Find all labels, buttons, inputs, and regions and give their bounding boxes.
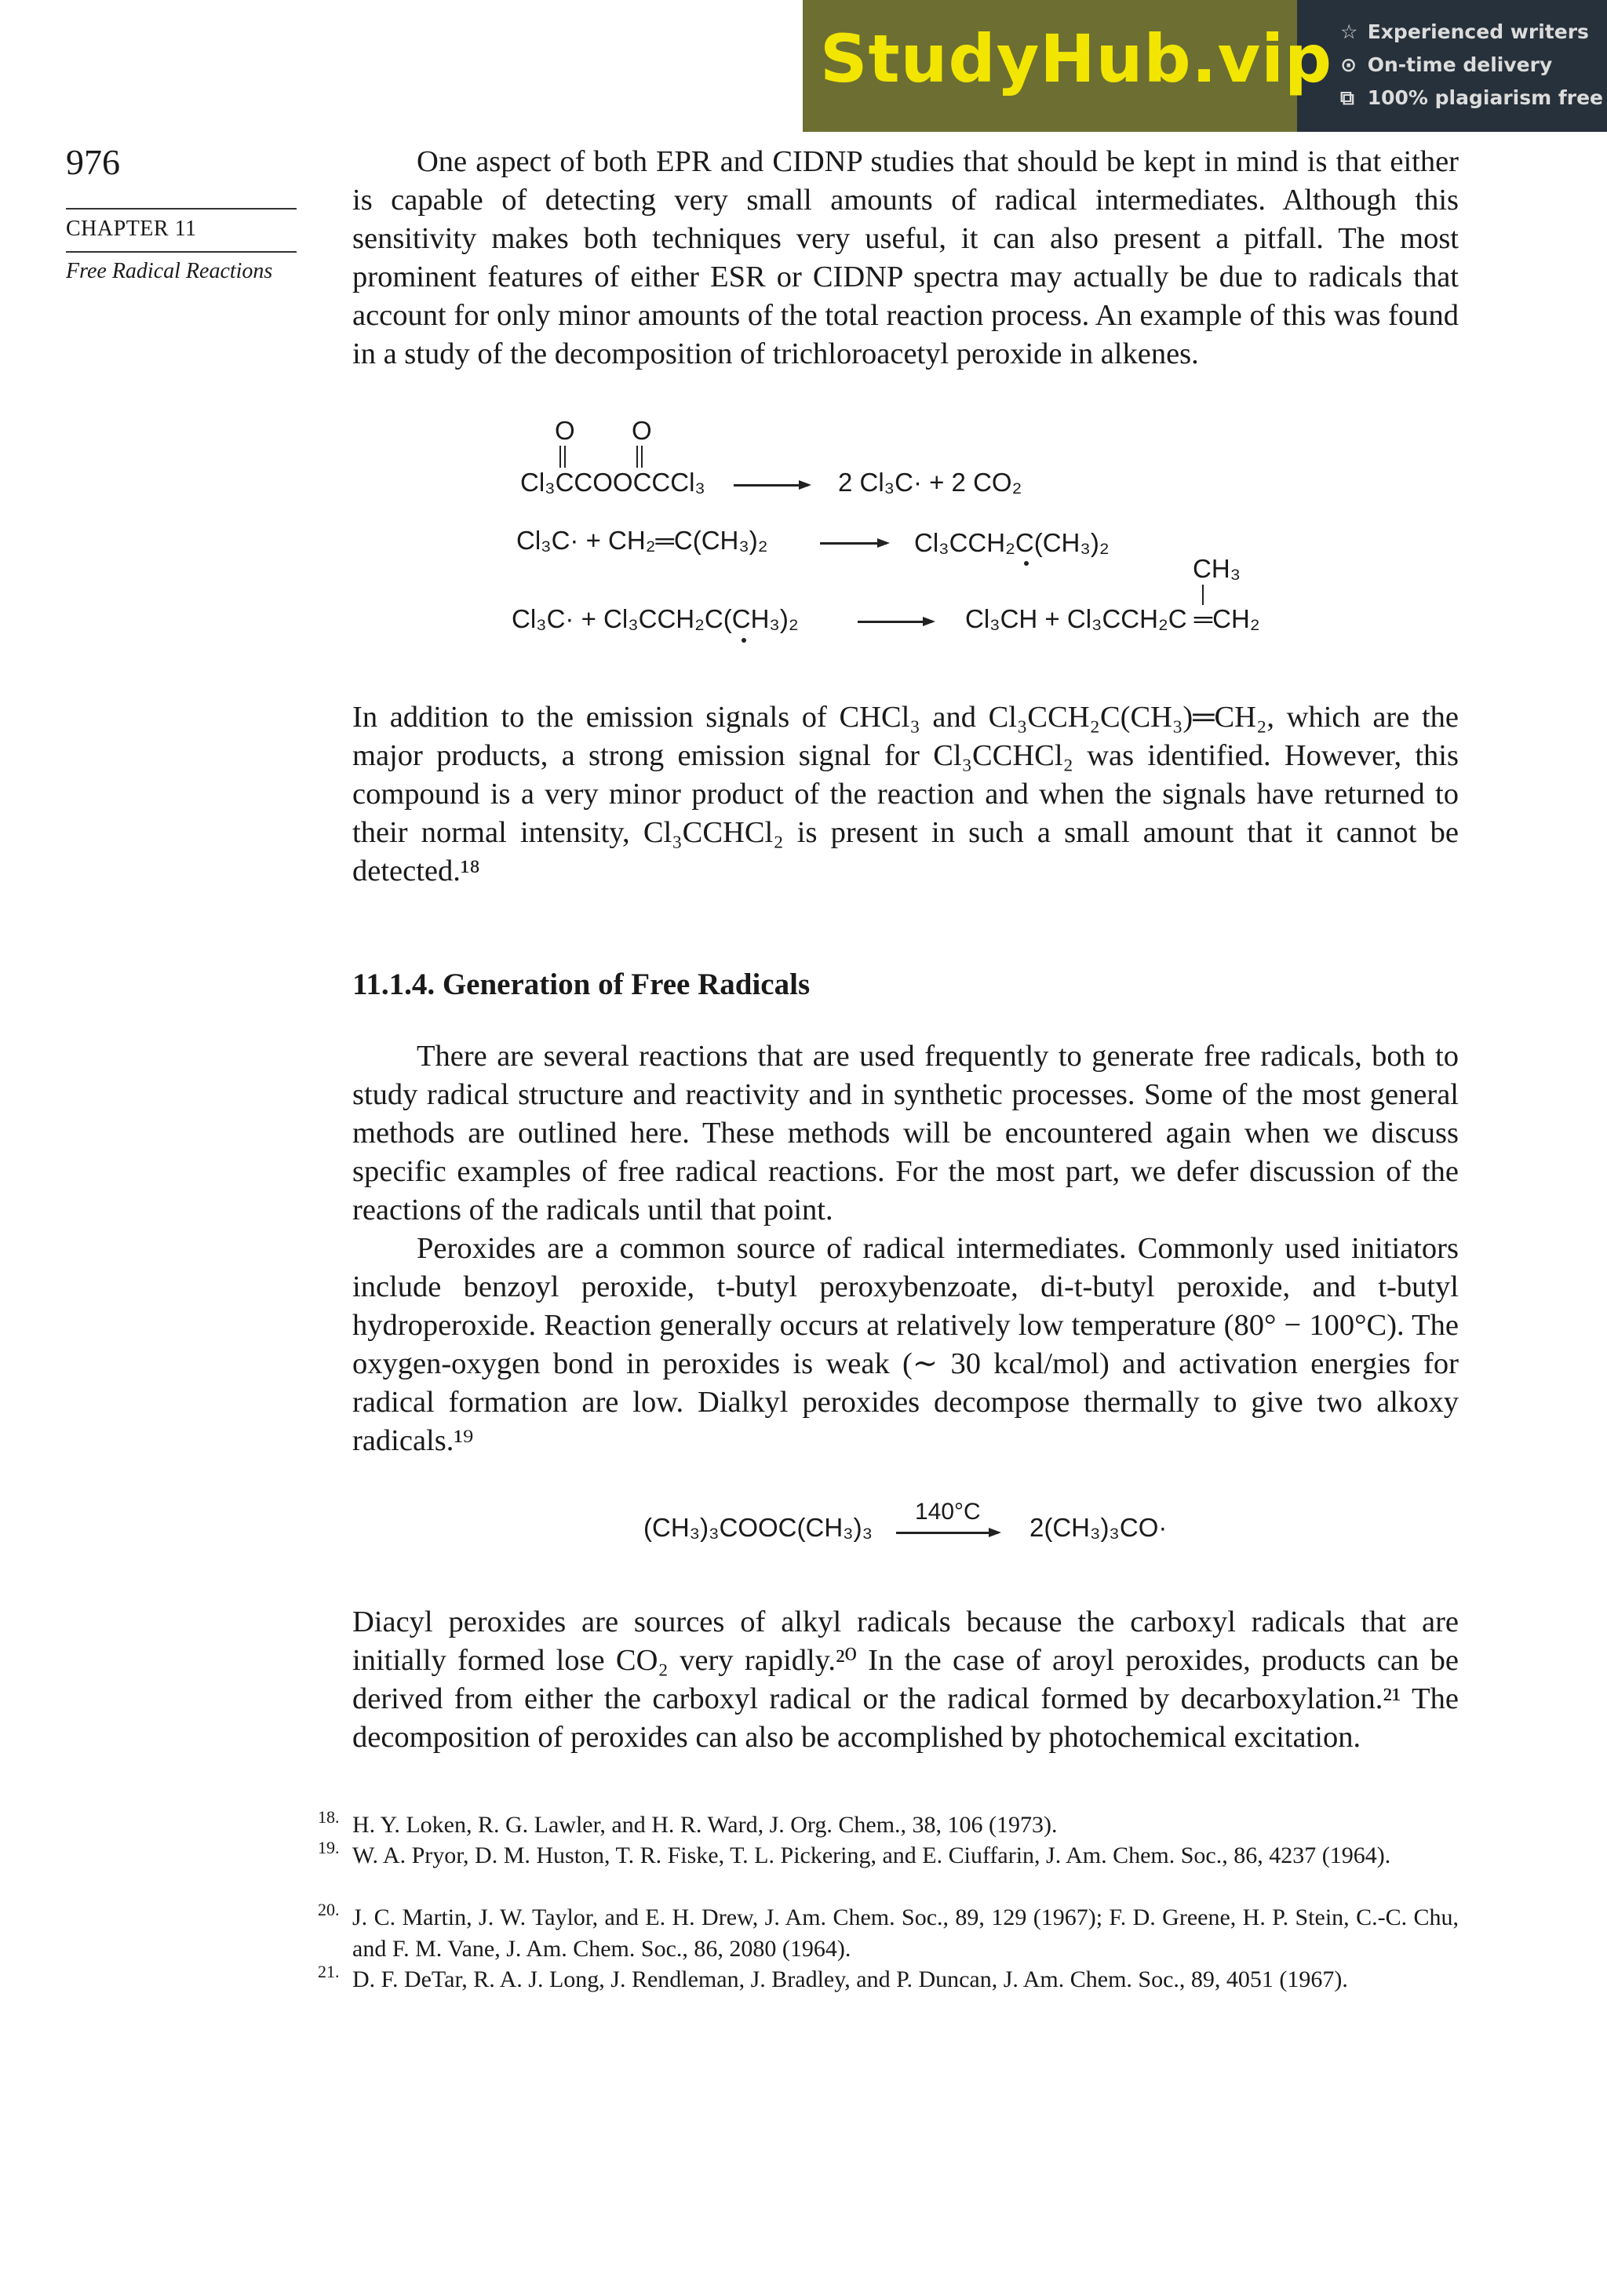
radical-dot bbox=[742, 638, 746, 643]
double-bond bbox=[636, 446, 643, 468]
single-bond bbox=[1202, 585, 1204, 605]
ad-banner[interactable] bbox=[803, 0, 1607, 132]
margin-rule bbox=[66, 251, 297, 253]
footnote-number: 18. bbox=[318, 1807, 340, 1827]
alkoxy-radicals: 2(CH₃)₃CO· bbox=[1029, 1513, 1168, 1542]
methyl-substituent: CH₃ bbox=[1193, 554, 1241, 583]
carbonyl-oxygen-2: O bbox=[632, 416, 652, 445]
clock-icon: ⊙ bbox=[1340, 53, 1357, 76]
double-bond bbox=[559, 446, 566, 468]
adduct-radical: Cl₃CCH₂C(CH₃)₂ bbox=[914, 528, 1110, 557]
star-icon: ☆ bbox=[1340, 20, 1358, 43]
page-number: 976 bbox=[66, 142, 120, 182]
carbonyl-oxygen-1: O bbox=[555, 416, 575, 445]
reaction-arrow bbox=[820, 542, 887, 545]
peroxide-reactant: Cl₃CCOOCCCl₃ bbox=[520, 468, 705, 497]
footnote-19 bbox=[318, 1838, 1459, 1871]
feature-label: On-time delivery bbox=[1367, 53, 1553, 76]
paragraph-intro: One aspect of both EPR and CIDNP studies that should be kept in mind is that either is capable of detecting very small amounts of radical intermediates. Although this sensitivity makes both techniques very useful, it can also present a pitfall. The most prominent features of either ESR or CIDNP spectra may actually be due to radicals that account for only minor amounts of the total reaction process. An example of this was found in a study of the decomposition of trichloroacetyl peroxide in alkenes. bbox=[352, 145, 1459, 370]
feature-experienced-writers bbox=[1340, 20, 1589, 43]
radical-dot bbox=[1024, 561, 1029, 566]
addition-reactants: Cl₃C· + CH₂═C(CH₃)₂ bbox=[516, 526, 768, 555]
studyhub-logo[interactable]: StudyHub.vip bbox=[820, 20, 1333, 97]
footnote-number: 19. bbox=[318, 1838, 340, 1857]
margin-rule bbox=[66, 208, 297, 210]
footnote-18 bbox=[318, 1807, 1459, 1841]
reaction-arrow bbox=[858, 621, 932, 623]
abstraction-products: Cl₃CH + Cl₃CCH₂C ═CH₂ bbox=[965, 604, 1260, 633]
chapter-label: CHAPTER 11 bbox=[66, 217, 197, 241]
chapter-subtitle: Free Radical Reactions bbox=[66, 259, 273, 283]
feature-on-time-delivery bbox=[1340, 53, 1552, 76]
feature-plagiarism-free bbox=[1340, 86, 1603, 110]
footnote-text: W. A. Pryor, D. M. Huston, T. R. Fiske, T. L. Pickering, and E. Ciuffarin, J. Am. Chem. Soc., 86, 4237 (1964). bbox=[352, 1842, 1391, 1868]
footnote-number: 20. bbox=[318, 1900, 340, 1919]
abstraction-reactants: Cl₃C· + Cl₃CCH₂C(CH₃)₂ bbox=[512, 604, 799, 633]
footnote-number: 21. bbox=[318, 1962, 340, 1981]
peroxide-products: 2 Cl₃C· + 2 CO₂ bbox=[838, 468, 1022, 497]
footnote-text: J. C. Martin, J. W. Taylor, and E. H. Drew, J. Am. Chem. Soc., 89, 129 (1967); F. D. Greene, H. P. Stein, C.-C. Chu, and F. M. Vane, J. Am. Chem. Soc., 86, 2080 (1964). bbox=[352, 1904, 1459, 1962]
section-heading: 11.1.4. Generation of Free Radicals bbox=[352, 968, 811, 1001]
footnote-text: H. Y. Loken, R. G. Lawler, and H. R. Ward, J. Org. Chem., 38, 106 (1973). bbox=[352, 1812, 1058, 1838]
footnote-21 bbox=[318, 1962, 1459, 1995]
dialkyl-peroxide: (CH₃)₃COOC(CH₃)₃ bbox=[643, 1513, 873, 1542]
feature-label: Experienced writers bbox=[1367, 20, 1589, 43]
paragraph-generation: There are several reactions that are used frequently to generate free radicals, both to study radical structure and reactivity and in synthetic processes. Some of the most general methods are outlined here. These methods will be encountered again when we discuss specific examples of free radical reactions. For the most part, we defer discussion of the reactions of the radicals until that point. bbox=[352, 1040, 1459, 1226]
paragraph-emission: In addition to the emission signals of CHCl₃ and Cl₃CCH₂C(CH₃)═CH₂, which are the major products, a strong emission signal for Cl₃CCHCl₂ was identified. However, this compound is a very minor product of the reaction and when the signals have returned to their normal intensity, Cl₃CCHCl₂ is present in such a small amount that it cannot be detected.¹⁸ bbox=[352, 701, 1459, 887]
paragraph-peroxides: Peroxides are a common source of radical intermediates. Commonly used initiators include benzoyl peroxide, t-butyl peroxybenzoate, di-t-butyl peroxide, and t-butyl hydroperoxide. Reaction generally occurs at relatively low temperature (80° − 100°C). The oxygen-oxygen bond in peroxides is weak (∼ 30 kcal/mol) and activation energies for radical formation are low. Dialkyl peroxides decompose thermally to give two alkoxy radicals.¹⁹ bbox=[352, 1232, 1459, 1457]
feature-label: 100% plagiarism free bbox=[1367, 86, 1603, 109]
footnote-20 bbox=[318, 1900, 1459, 1965]
paragraph-diacyl: Diacyl peroxides are sources of alkyl radicals because the carboxyl radicals that are initially formed lose CO₂ very rapidly.²⁰ In the case of aroyl peroxides, products can be derived from either the carboxyl radical or the radical formed by decarboxylation.²¹ The decomposition of peroxides can also be accomplished by photochemical excitation. bbox=[352, 1605, 1459, 1754]
footnote-text: D. F. DeTar, R. A. J. Long, J. Rendleman, J. Bradley, and P. Duncan, J. Am. Chem. Soc., 89, 4051 (1967). bbox=[352, 1966, 1348, 1992]
reaction-arrow bbox=[896, 1532, 998, 1534]
reaction-arrow bbox=[734, 484, 808, 487]
logo-box[interactable] bbox=[803, 0, 1333, 132]
reaction-condition: 140°C bbox=[915, 1499, 981, 1525]
copy-icon: ⧉ bbox=[1340, 86, 1354, 109]
